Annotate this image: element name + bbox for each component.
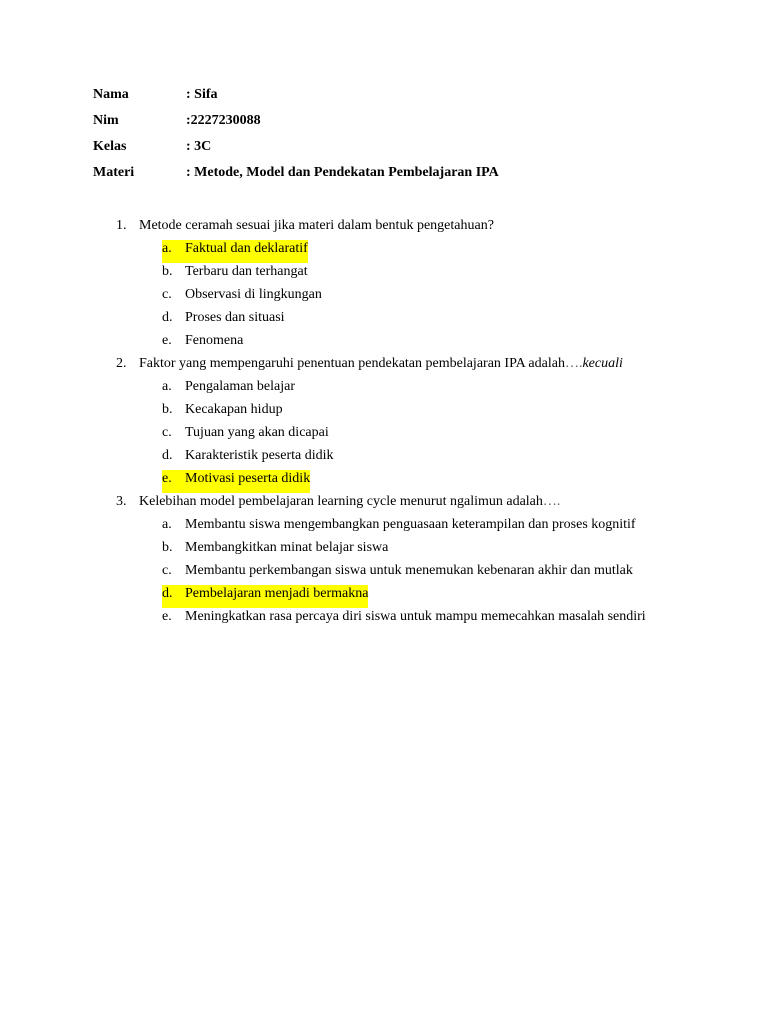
option-highlight: a. Faktual dan deklaratif xyxy=(162,240,308,263)
info-row-kelas xyxy=(93,138,499,164)
option-2d: d. Karakteristik peserta didik xyxy=(162,448,334,463)
option-3d xyxy=(116,585,716,608)
student-info xyxy=(93,86,499,190)
question-list xyxy=(116,217,716,631)
option-highlight: d. Pembelajaran menjadi bermakna xyxy=(162,585,368,608)
option-3a: a. Membantu siswa mengembangkan penguasaan keterampilan dan proses kognitif xyxy=(162,517,636,532)
option-3c: c. Membantu perkembangan siswa untuk menemukan kebenaran akhir dan mutlak xyxy=(162,563,633,578)
info-value: : Sifa xyxy=(186,87,218,102)
option-1a xyxy=(116,240,716,263)
option-1c: c. Observasi di lingkungan xyxy=(162,287,322,302)
question-number: 2. xyxy=(116,356,127,371)
option-1e: e. Fenomena xyxy=(162,333,244,348)
question-text: Faktor yang mempengaruhi penentuan pendekatan pembelajaran IPA adalah….kecuali xyxy=(139,356,623,371)
question-1 xyxy=(116,217,716,355)
info-value: : Metode, Model dan Pendekatan Pembelajaran IPA xyxy=(186,165,499,180)
info-row-materi xyxy=(93,164,499,190)
question-text: Metode ceramah sesuai jika materi dalam bentuk pengetahuan? xyxy=(139,218,494,233)
info-row-nim xyxy=(93,112,499,138)
option-3b: b. Membangkitkan minat belajar siswa xyxy=(162,540,389,555)
option-2a: a. Pengalaman belajar xyxy=(162,379,296,394)
option-2c: c. Tujuan yang akan dicapai xyxy=(162,425,329,440)
question-stem xyxy=(116,355,716,378)
info-label: Nim xyxy=(93,113,119,128)
question-3 xyxy=(116,493,716,631)
question-text: Kelebihan model pembelajaran learning cycle menurut ngalimun adalah…. xyxy=(139,494,561,509)
question-stem xyxy=(116,217,716,240)
option-2e xyxy=(116,470,716,493)
info-label: Nama xyxy=(93,87,129,102)
question-number: 3. xyxy=(116,494,127,509)
info-row-nama xyxy=(93,86,499,112)
question-stem xyxy=(116,493,716,516)
info-value: :2227230088 xyxy=(186,113,261,128)
info-value: : 3C xyxy=(186,139,212,154)
info-label: Materi xyxy=(93,165,135,180)
option-highlight: e. Motivasi peserta didik xyxy=(162,470,310,493)
question-number: 1. xyxy=(116,218,127,233)
option-3e: e. Meningkatkan rasa percaya diri siswa untuk mampu memecahkan masalah sendiri xyxy=(162,609,646,624)
info-label: Kelas xyxy=(93,139,127,154)
option-2b: b. Kecakapan hidup xyxy=(162,402,283,417)
option-1b: b. Terbaru dan terhangat xyxy=(162,264,308,279)
option-1d: d. Proses dan situasi xyxy=(162,310,285,325)
question-2 xyxy=(116,355,716,493)
